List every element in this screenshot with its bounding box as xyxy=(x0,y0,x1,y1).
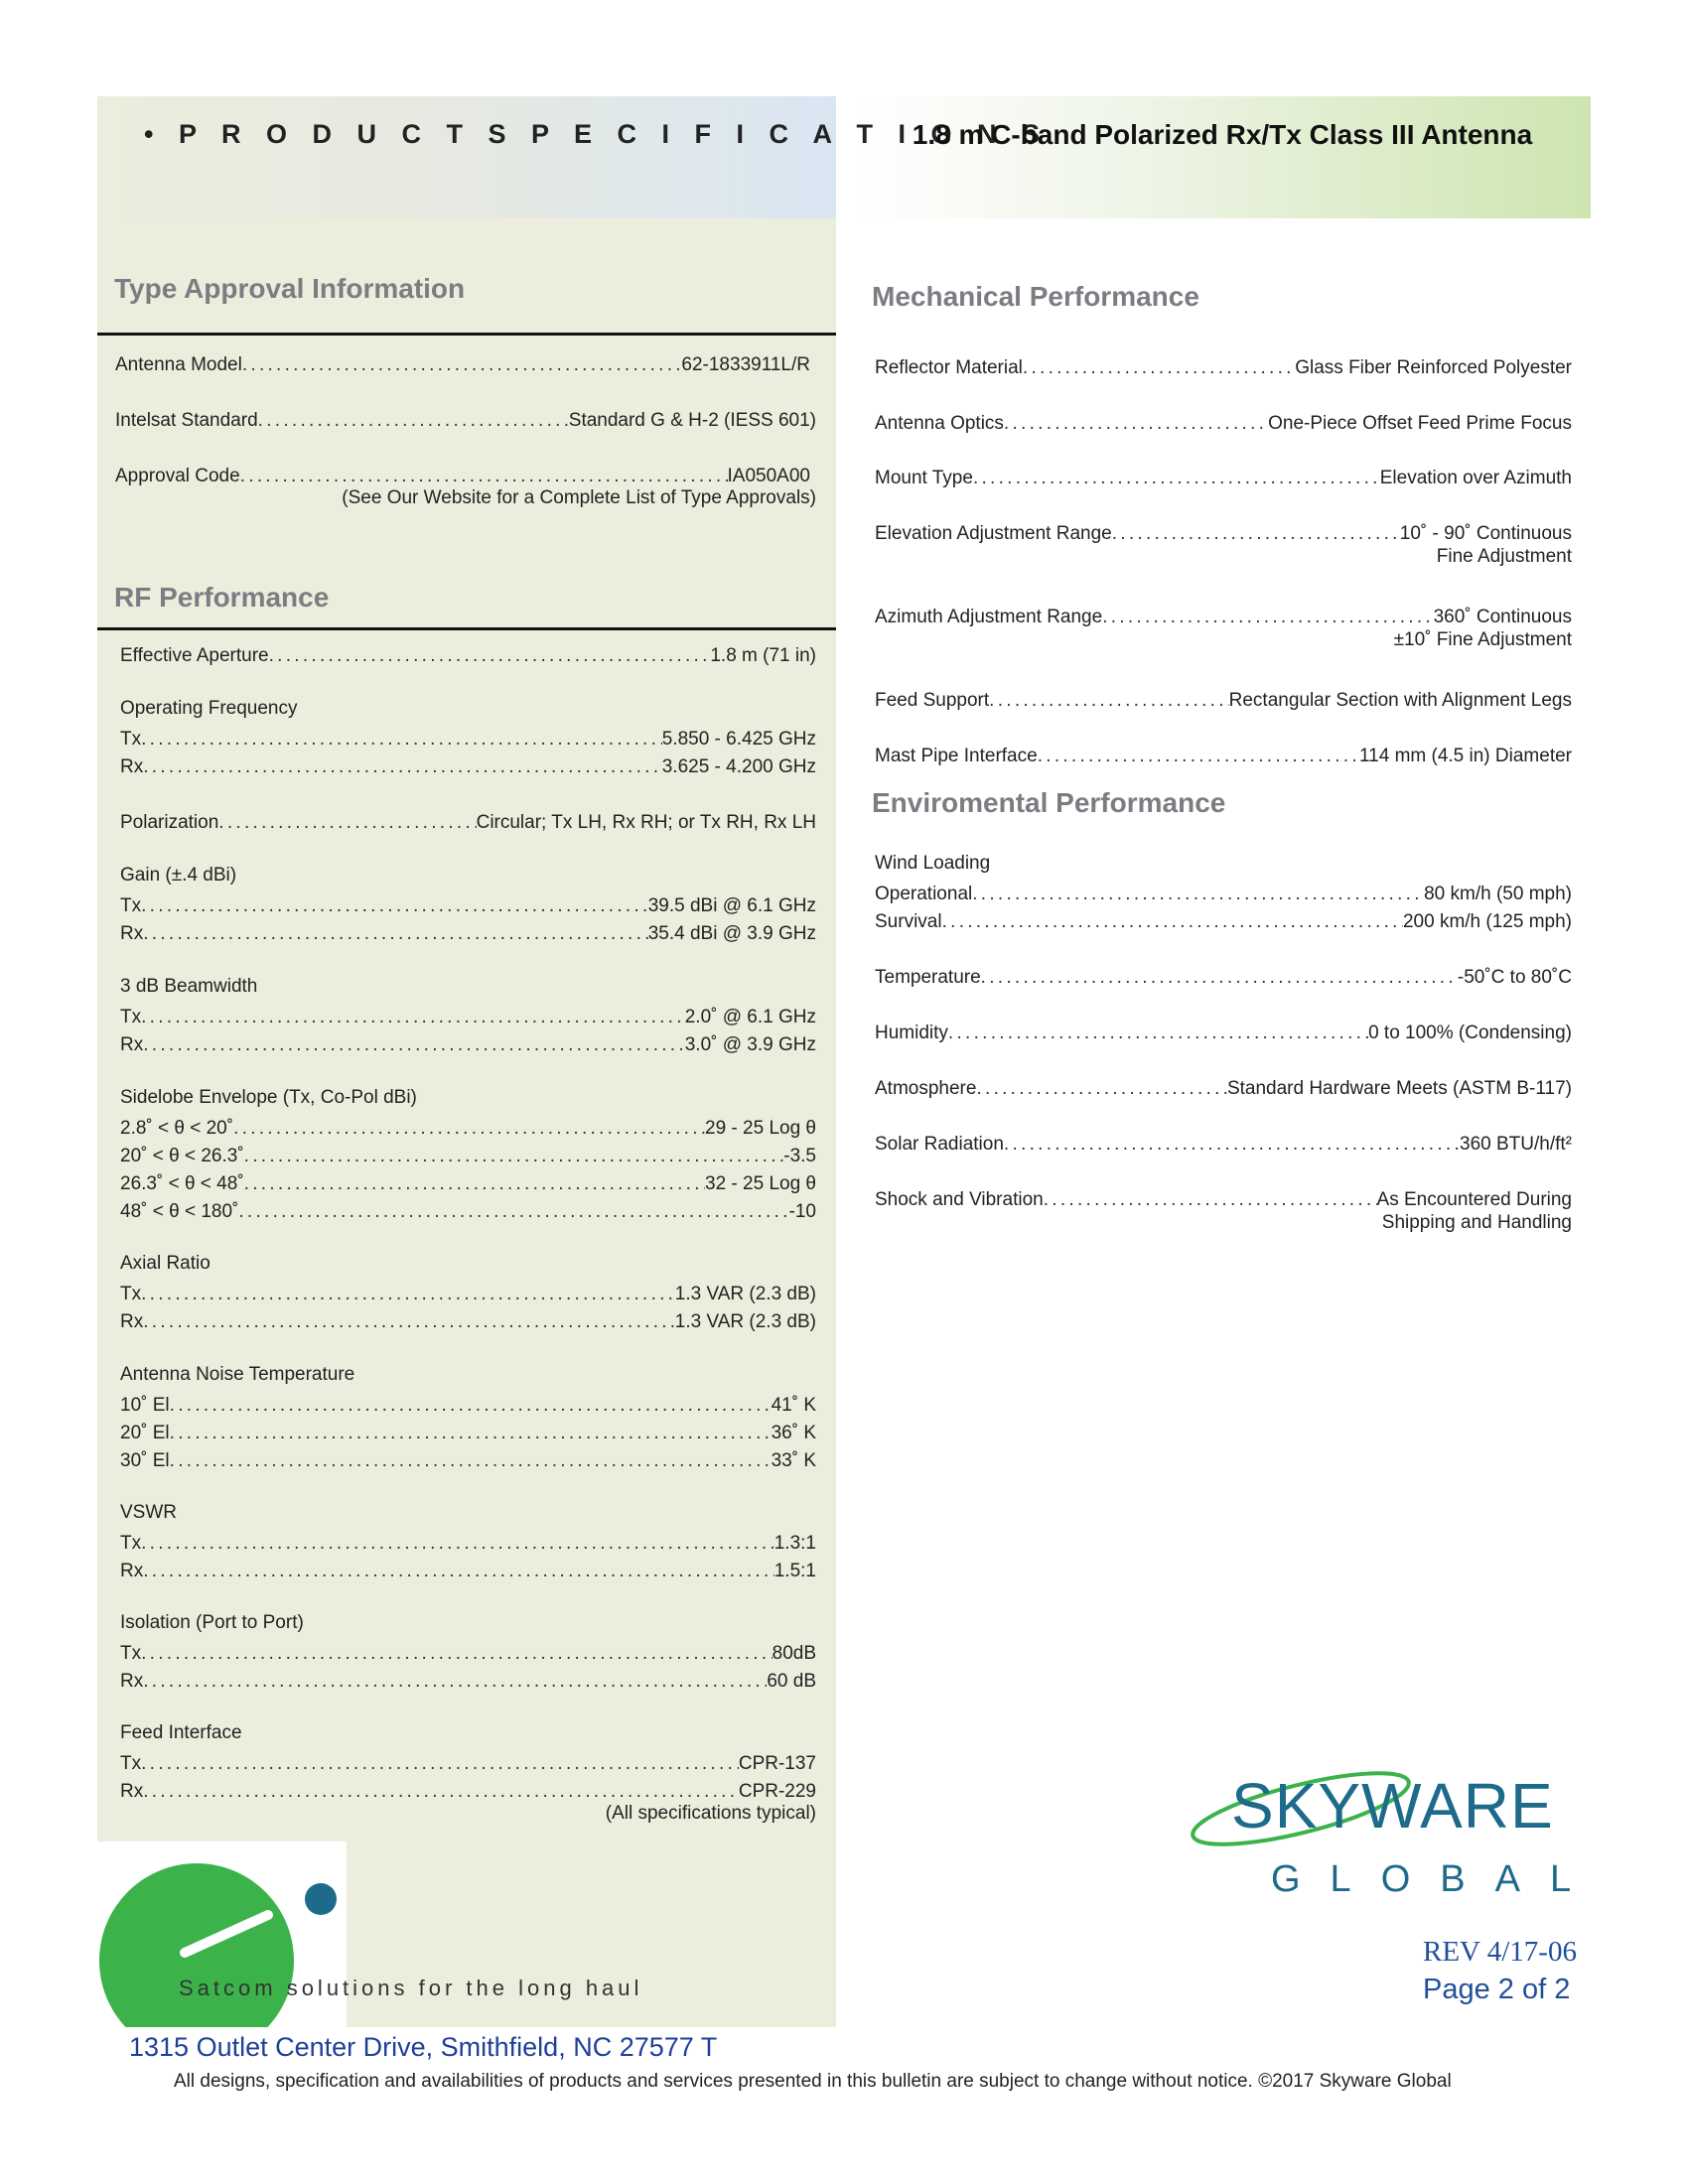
noise-temperature-heading: Antenna Noise Temperature xyxy=(120,1364,355,1385)
spec-row-sidelobe-2 xyxy=(120,1140,816,1167)
spec-label: Polarization xyxy=(120,812,219,833)
spec-row-gain-rx xyxy=(120,917,816,945)
spec-value: 35.4 dBi @ 3.9 GHz xyxy=(647,923,816,944)
spec-label: Rx xyxy=(120,1034,144,1055)
gain-heading: Gain (±.4 dBi) xyxy=(120,865,237,886)
spec-label: Rx xyxy=(120,756,144,777)
spec-label: Tx xyxy=(120,729,142,750)
spec-label: 2.8˚ < θ < 20˚ xyxy=(120,1118,234,1139)
left-header-band xyxy=(97,96,836,218)
spec-value: Standard Hardware Meets (ASTM B-117) xyxy=(1226,1078,1572,1099)
section-divider xyxy=(97,333,836,336)
operating-frequency-heading: Operating Frequency xyxy=(120,698,298,719)
spec-value: CPR-137 xyxy=(738,1753,816,1774)
isolation-heading: Isolation (Port to Port) xyxy=(120,1612,304,1633)
spec-value: 32 - 25 Log θ xyxy=(705,1173,816,1194)
spec-label: Elevation Adjustment Range xyxy=(875,523,1112,544)
revision-label: REV 4/17-06 xyxy=(1423,1936,1577,1968)
spec-row-axial-tx xyxy=(120,1278,816,1305)
spec-row-isolation-rx xyxy=(120,1665,816,1693)
shock-vibration-note: Shipping and Handling xyxy=(1381,1212,1572,1233)
spec-value: 114 mm (4.5 in) Diameter xyxy=(1359,746,1572,766)
spec-label: Humidity xyxy=(875,1023,948,1043)
spec-value: 360 BTU/h/ft² xyxy=(1460,1134,1572,1155)
spec-value: -3.5 xyxy=(783,1146,816,1166)
spec-label: 20˚ El xyxy=(120,1423,170,1443)
spec-label: Rx xyxy=(120,1781,144,1802)
spec-value: 29 - 25 Log θ xyxy=(705,1118,816,1139)
spec-row-gain-tx xyxy=(120,889,816,917)
spec-row-feed-support xyxy=(875,684,1572,712)
spec-row-shock-vibration xyxy=(875,1183,1572,1211)
spec-value: 62-1833911L/R xyxy=(681,354,810,375)
spec-value: 3.625 - 4.200 GHz xyxy=(661,756,816,777)
spec-label: Operational xyxy=(875,884,973,904)
spec-value: 33˚ K xyxy=(771,1450,816,1471)
spec-row-isolation-tx xyxy=(120,1637,816,1665)
spec-value: Glass Fiber Reinforced Polyester xyxy=(1295,357,1572,378)
spec-label: Azimuth Adjustment Range xyxy=(875,607,1103,627)
spec-value: 0 to 100% (Condensing) xyxy=(1368,1023,1572,1043)
spec-value: IA050A00 xyxy=(727,466,810,486)
spec-label: Tx xyxy=(120,895,142,916)
spec-row-vswr-rx xyxy=(120,1555,816,1582)
company-address: 1315 Outlet Center Drive, Smithfield, NC 27577 T xyxy=(129,2032,718,2062)
feed-interface-heading: Feed Interface xyxy=(120,1722,242,1743)
spec-row-feed-tx xyxy=(120,1747,816,1775)
spec-value: 1.8 m (71 in) xyxy=(710,645,816,666)
spec-label: Rx xyxy=(120,1311,144,1332)
spec-value: Standard G & H-2 (IESS 601) xyxy=(568,410,816,431)
spec-row-azimuth xyxy=(875,601,1572,628)
spec-row-mount xyxy=(875,462,1572,489)
spec-row-freq-tx xyxy=(120,723,816,751)
spec-row-freq-rx xyxy=(120,751,816,778)
spec-label: Approval Code xyxy=(115,466,240,486)
spec-value: Circular; Tx LH, Rx RH; or Tx RH, Rx LH xyxy=(476,812,816,833)
brand-name: SKYWARE xyxy=(1231,1770,1554,1842)
spec-row-atmosphere xyxy=(875,1072,1572,1100)
spec-value: 360˚ Continuous xyxy=(1433,607,1572,627)
azimuth-fine-adjustment: ±10˚ Fine Adjustment xyxy=(1393,629,1572,650)
spec-value: 10˚ - 90˚ Continuous xyxy=(1399,523,1572,544)
spec-value: As Encountered During xyxy=(1376,1189,1572,1210)
spec-row-wind-operational xyxy=(875,878,1572,905)
disclaimer-text: All designs, specification and availabilities of products and services presented in this bulletin are subject to change without notice. ©2017 Skyware Global xyxy=(174,2071,1452,2092)
brand-subtitle: GLOBAL xyxy=(1271,1858,1602,1900)
spec-value: 36˚ K xyxy=(771,1423,816,1443)
spec-value: 41˚ K xyxy=(771,1395,816,1416)
spec-label: 30˚ El xyxy=(120,1450,170,1471)
spec-label: Temperature xyxy=(875,967,981,988)
spec-label: Tx xyxy=(120,1533,142,1554)
spec-label: Effective Aperture xyxy=(120,645,269,666)
mechanical-performance-heading: Mechanical Performance xyxy=(872,281,1199,312)
spec-row-antenna-model xyxy=(115,348,810,376)
typical-note: (All specifications typical) xyxy=(605,1803,816,1824)
spec-value: -50˚C to 80˚C xyxy=(1457,967,1572,988)
spec-value: 1.3:1 xyxy=(774,1533,816,1554)
spec-row-beam-rx xyxy=(120,1028,816,1056)
beamwidth-heading: 3 dB Beamwidth xyxy=(120,976,258,997)
spec-value: -10 xyxy=(788,1201,816,1222)
spec-row-elevation xyxy=(875,517,1572,545)
spec-value: 2.0˚ @ 6.1 GHz xyxy=(684,1007,816,1027)
spec-value: 3.0˚ @ 3.9 GHz xyxy=(684,1034,816,1055)
spec-row-sidelobe-4 xyxy=(120,1195,816,1223)
spec-row-mast-pipe xyxy=(875,740,1572,767)
spec-label: Solar Radiation xyxy=(875,1134,1004,1155)
spec-row-temperature xyxy=(875,961,1572,989)
spec-label: Reflector Material xyxy=(875,357,1023,378)
spec-label: Tx xyxy=(120,1643,142,1664)
spec-value: 80dB xyxy=(772,1643,816,1664)
spec-label: Antenna Optics xyxy=(875,413,1004,434)
spec-label: Rx xyxy=(120,1671,144,1692)
spec-row-wind-survival xyxy=(875,905,1572,933)
right-header-band xyxy=(854,96,1591,218)
spec-label: 20˚ < θ < 26.3˚ xyxy=(120,1146,244,1166)
spec-row-optics xyxy=(875,407,1572,435)
spec-label: Feed Support xyxy=(875,690,990,711)
spec-label: Shock and Vibration xyxy=(875,1189,1044,1210)
spec-value: 60 dB xyxy=(767,1671,816,1692)
spec-value: CPR-229 xyxy=(738,1781,816,1802)
spec-row-aperture xyxy=(120,639,816,667)
spec-row-approval-code xyxy=(115,460,810,487)
approval-note: (See Our Website for a Complete List of Type Approvals) xyxy=(342,487,816,508)
spec-value: 1.3 VAR (2.3 dB) xyxy=(674,1311,816,1332)
spec-row-sidelobe-3 xyxy=(120,1167,816,1195)
spec-row-reflector xyxy=(875,351,1572,379)
spec-label: Tx xyxy=(120,1007,142,1027)
spec-row-noise-20 xyxy=(120,1417,816,1444)
spec-value: 39.5 dBi @ 6.1 GHz xyxy=(647,895,816,916)
spec-value: Elevation over Azimuth xyxy=(1379,468,1572,488)
spec-value: One-Piece Offset Feed Prime Focus xyxy=(1268,413,1572,434)
section-divider xyxy=(97,627,836,630)
spec-label: 26.3˚ < θ < 48˚ xyxy=(120,1173,244,1194)
spec-row-axial-rx xyxy=(120,1305,816,1333)
spec-value: 1.3 VAR (2.3 dB) xyxy=(674,1284,816,1304)
environmental-performance-heading: Enviromental Performance xyxy=(872,787,1226,818)
spec-row-humidity xyxy=(875,1017,1572,1044)
wind-loading-heading: Wind Loading xyxy=(875,853,991,874)
sidelobe-heading: Sidelobe Envelope (Tx, Co-Pol dBi) xyxy=(120,1087,417,1108)
spec-row-solar-radiation xyxy=(875,1128,1572,1156)
spec-label: Rx xyxy=(120,923,144,944)
spec-value: 1.5:1 xyxy=(774,1561,816,1581)
spec-label: Mast Pipe Interface xyxy=(875,746,1038,766)
document-title: 1.8 m C-band Polarized Rx/Tx Class III Antenna xyxy=(912,119,1533,150)
spec-label: Rx xyxy=(120,1561,144,1581)
spec-value: 5.850 - 6.425 GHz xyxy=(661,729,816,750)
spec-row-noise-10 xyxy=(120,1389,816,1417)
page-number: Page 2 of 2 xyxy=(1423,1974,1571,2005)
spec-row-polarization xyxy=(120,806,816,834)
axial-ratio-heading: Axial Ratio xyxy=(120,1253,211,1274)
spec-row-feed-rx xyxy=(120,1775,816,1803)
spec-label: Mount Type xyxy=(875,468,973,488)
spec-label: Intelsat Standard xyxy=(115,410,258,431)
spec-label: Tx xyxy=(120,1284,142,1304)
rf-performance-heading: RF Performance xyxy=(114,582,330,613)
spec-row-intelsat xyxy=(115,404,816,432)
spec-row-noise-30 xyxy=(120,1444,816,1472)
spec-label: Survival xyxy=(875,911,942,932)
product-specifications-label: • P R O D U C T S P E C I F I C A T I O N S xyxy=(144,119,1050,149)
spec-label: Atmosphere xyxy=(875,1078,977,1099)
type-approval-heading: Type Approval Information xyxy=(114,273,466,304)
spec-label: Antenna Model xyxy=(115,354,242,375)
spec-value: 80 km/h (50 mph) xyxy=(1424,884,1572,904)
tagline: Satcom solutions for the long haul xyxy=(179,1976,643,2000)
elevation-fine-adjustment: Fine Adjustment xyxy=(1436,546,1572,567)
spec-value: Rectangular Section with Alignment Legs xyxy=(1228,690,1572,711)
spec-row-sidelobe-1 xyxy=(120,1112,816,1140)
spec-label: 10˚ El xyxy=(120,1395,170,1416)
spec-row-beam-tx xyxy=(120,1001,816,1028)
spec-value: 200 km/h (125 mph) xyxy=(1402,911,1572,932)
spec-label: 48˚ < θ < 180˚ xyxy=(120,1201,239,1222)
spec-row-vswr-tx xyxy=(120,1527,816,1555)
spec-label: Tx xyxy=(120,1753,142,1774)
vswr-heading: VSWR xyxy=(120,1502,177,1523)
